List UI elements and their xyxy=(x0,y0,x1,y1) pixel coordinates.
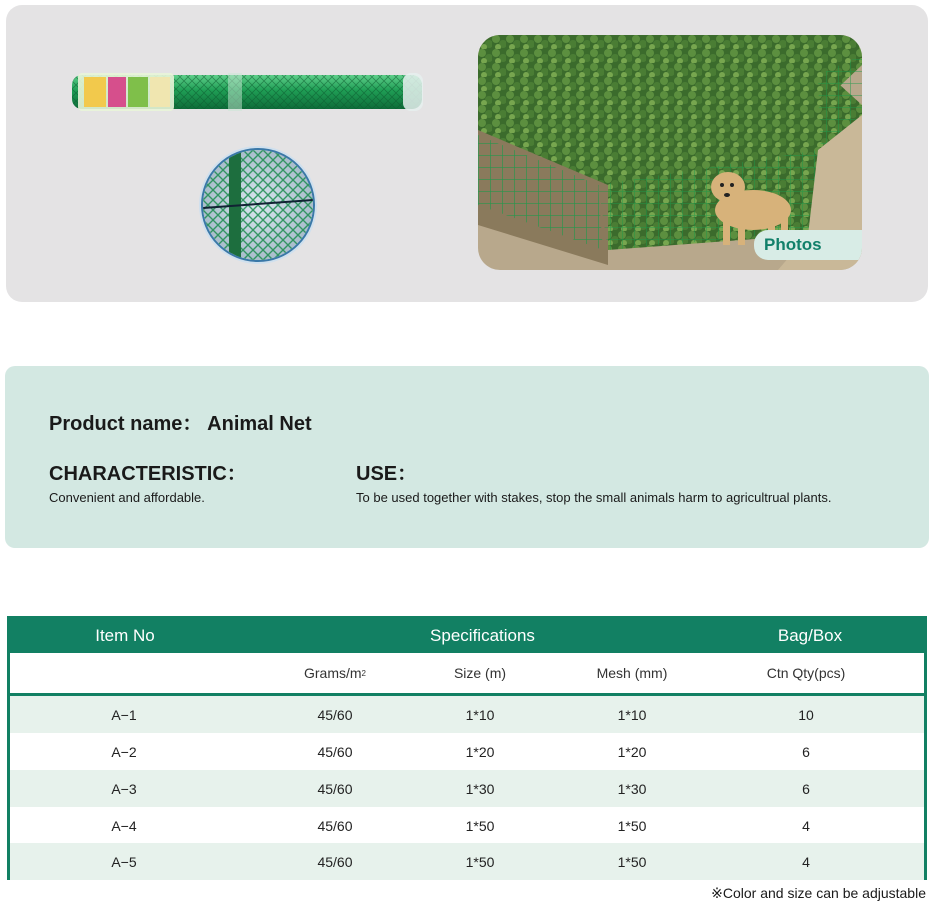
net-roll-image xyxy=(68,69,426,115)
cell-item: A−5 xyxy=(111,853,137,870)
product-name: Product name： Animal Net xyxy=(49,413,312,435)
table-subheader xyxy=(10,653,924,696)
table-row xyxy=(10,733,924,770)
table-row xyxy=(10,843,924,880)
garden-fence-photo xyxy=(478,35,862,270)
cell-size: 1*10 xyxy=(465,706,495,723)
cell-qty: 4 xyxy=(802,853,810,870)
table-header xyxy=(10,619,924,653)
cell-grams: 45/60 xyxy=(317,780,353,797)
cell-qty: 10 xyxy=(798,706,814,723)
cell-qty: 4 xyxy=(802,817,810,834)
header-specifications: Specifications xyxy=(430,626,535,645)
cell-item: A−2 xyxy=(111,743,137,760)
subheader-grams-label: Grams/m xyxy=(303,665,362,681)
subheader-ctn-qty: Ctn Qty(pcs) xyxy=(766,665,846,681)
cell-grams: 45/60 xyxy=(317,817,353,834)
subheader-grams-sup: 2 xyxy=(361,668,366,678)
table-row xyxy=(10,696,924,733)
photos-label: Photos xyxy=(754,230,862,260)
characteristic-heading: CHARACTERISTIC： xyxy=(49,463,247,485)
specification-table xyxy=(7,616,927,880)
cell-item: A−1 xyxy=(111,706,137,723)
mesh-detail-image xyxy=(201,148,315,262)
table-row xyxy=(10,807,924,844)
cell-grams: 45/60 xyxy=(317,853,353,870)
cell-item: A−4 xyxy=(111,817,137,834)
product-info-panel xyxy=(5,366,929,548)
product-photo-panel xyxy=(6,5,928,302)
cell-grams: 45/60 xyxy=(317,706,353,723)
use-heading: USE： xyxy=(356,463,418,485)
footnote: ※Color and size can be adjustable xyxy=(711,885,926,901)
table-row xyxy=(10,770,924,807)
cell-size: 1*50 xyxy=(465,853,495,870)
cell-mesh: 1*50 xyxy=(617,817,647,834)
cell-item: A−3 xyxy=(111,780,137,797)
cell-mesh: 1*30 xyxy=(617,780,647,797)
subheader-mesh: Mesh (mm) xyxy=(596,665,668,681)
cell-qty: 6 xyxy=(802,780,810,797)
cell-qty: 6 xyxy=(802,743,810,760)
cell-grams: 45/60 xyxy=(317,743,353,760)
cell-mesh: 1*10 xyxy=(617,706,647,723)
use-text: To be used together with stakes, stop the small animals harm to agricultrual plants. xyxy=(356,490,832,505)
cell-size: 1*20 xyxy=(465,743,495,760)
subheader-size: Size (m) xyxy=(453,665,507,681)
header-bag-box: Bag/Box xyxy=(777,626,843,645)
header-item-no: Item No xyxy=(95,626,155,645)
subheader-grams xyxy=(285,653,385,693)
cell-size: 1*50 xyxy=(465,817,495,834)
cell-mesh: 1*20 xyxy=(617,743,647,760)
characteristic-text: Convenient and affordable. xyxy=(49,490,205,505)
cell-size: 1*30 xyxy=(465,780,495,797)
cell-mesh: 1*50 xyxy=(617,853,647,870)
